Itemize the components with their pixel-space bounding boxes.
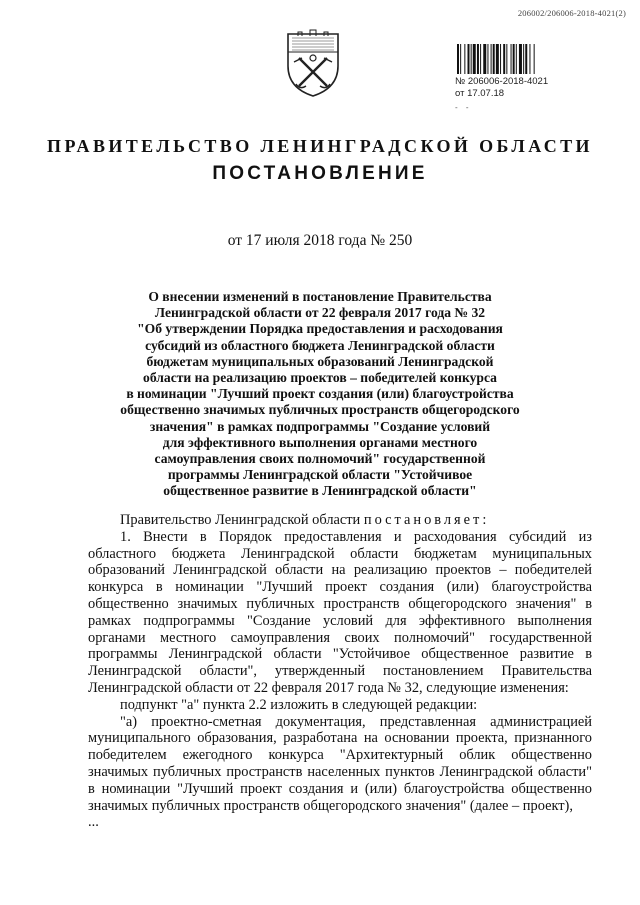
barcode-bar [473,44,476,74]
subpoint: подпункт "а" пункта 2.2 изложить в следующей редакции: [120,696,478,713]
decree-verb: постановляет: [363,512,490,528]
registration-date: от 17.07.18 [455,88,505,99]
barcode-bar [506,44,507,74]
subject-line: субсидий из областного бюджета Ленинградской области [145,337,495,353]
barcode-bar [491,44,492,74]
subject-line: общественно значимых публичных пространств общегородского [120,402,520,418]
quoted-amendment: "а) проектно-сметная документация, представленная администрацией муниципального образования, разработана на основании проекта, признанного победителем ежегодного конкурса "Архитектурный облик общественно значимых публичных пространств населенных пунктов Ленинградской области" в номинации "Лучший проект создания и (или) благоустройства общественно значимых публичных пространств общегородского значения" (далее – проект), [88,713,592,814]
barcode-bar [523,44,524,74]
government-title: ПРАВИТЕЛЬСТВО ЛЕНИНГРАДСКОЙ ОБЛАСТИ [47,136,593,156]
document-type: ПОСТАНОВЛЕНИЕ [212,163,428,184]
cut-off-line: ... [88,814,99,831]
barcode-bar [525,44,527,74]
document-top-code: 206002/206006-2018-4021(2) [517,8,626,18]
barcode-bar [460,44,461,74]
document-body [88,512,592,831]
subject-line: Ленинградской области от 22 февраля 2017 года № 32 [154,305,486,321]
decree-intro [88,512,592,529]
subject-line: "Об утверждении Порядка предоставления и расходования [137,321,503,337]
barcode-image [455,44,575,74]
barcode-bar [464,44,465,74]
barcode-bar [503,44,505,74]
barcode-bar [477,44,479,74]
subject-line: самоуправления своих полномочий" государственной [154,451,486,467]
subject-line: О внесении изменений в постановление Правительства [148,289,492,304]
registration-block [455,44,585,112]
subject-line: программы Ленинградской области "Устойчивое [167,467,473,483]
barcode-bar [487,44,488,74]
barcode-bar [513,44,515,74]
barcode-bar [516,44,517,74]
document-date-number: от 17 июля 2018 года № 250 [227,232,413,249]
registration-ticks: - - [455,103,472,112]
barcode-bar [471,44,472,74]
document-subject [118,289,522,500]
subject-line: в номинации "Лучший проект создания (или) благоустройства [126,386,514,402]
barcode-bar [483,44,486,74]
subject-line: для эффективного выполнения органами местного [162,434,478,450]
subject-line: бюджетам муниципальных образований Ленинградской [146,353,494,369]
point-1: 1. Внести в Порядок предоставления и расходования субсидий из областного бюджета Ленинградской области бюджетам муниципальных образований Ленинградской области на реализацию проектов – победителей конкурса в номинации "Лучший проект создания (или) благоустройства общественно значимых публичных пространств общегородского значения" в рамках подпрограммы "Создание условий для эффективного выполнения органами местного самоуправления своих полномочий" государственной программы Ленинградской области "Устойчивое общественное развитие в Ленинградской области", утвержденный постановлением Правительства Ленинградской области от 22 февраля 2017 года № 32, следующие изменения: [88,528,592,696]
barcode-bar [529,44,530,74]
barcode-bar [468,44,470,74]
barcode-bar [480,44,481,74]
barcode-bar [534,44,535,74]
barcode-bar [519,44,522,74]
registration-number: № 206006-2018-4021 [455,76,549,87]
barcode-bar [457,44,459,74]
barcode-bar [500,44,501,74]
subject-line: значения" в рамках подпрограммы "Создание условий [149,418,491,434]
barcode-bar [496,44,499,74]
barcode-bar [511,44,512,74]
subject-line: области на реализацию проектов – победителей конкурса [143,370,497,386]
decree-intro-prefix: Правительство Ленинградской области [120,512,361,528]
barcode-bar [493,44,495,74]
subject-line: общественное развитие в Ленинградской области" [163,483,477,499]
coat-of-arms-emblem [284,28,342,100]
